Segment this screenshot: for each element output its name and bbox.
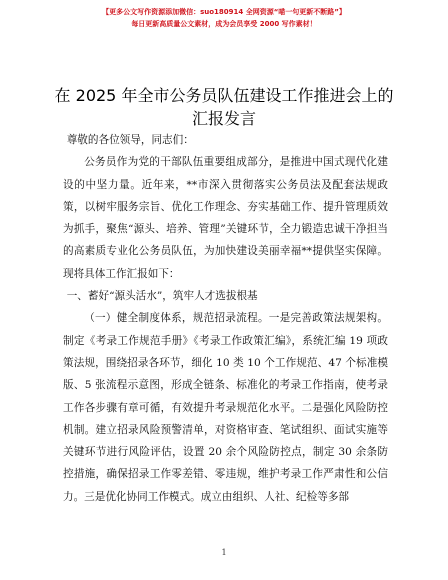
promo-banner-line-1: 【更多公文写作资源添加微信：suo180914 全网资源“喵一句更新不断路”】	[102, 8, 346, 16]
intro-paragraph: 公务员作为党的干部队伍重要组成部分，是推进中国式现代化建设的中坚力量。近年来，**市深入贯彻落实公务员法及配套法规政策，以树牢服务宗旨、优化工作理念、夯实基础工作、提升管理质效为抓手，聚焦“源头、培养、管理”关键环节，全力锻造忠诚干净担当的高素质专业化公务员队伍，为加快建设美丽幸福**提供坚实保障。现将具体工作汇报如下：	[63, 156, 388, 280]
promo-banner	[0, 6, 448, 30]
document-title-line-1: 在 2025 年全市公务员队伍建设工作推进会上的	[54, 86, 394, 105]
document-title	[40, 84, 408, 130]
salutation: 尊敬的各位领导，同志们：	[66, 134, 194, 146]
document-title-line-2: 汇报发言	[191, 109, 256, 128]
document-body	[63, 129, 388, 508]
page-number: 1	[221, 548, 227, 557]
section-heading: 一、蓄好“源头活水”，筑牢人才选拔根基	[66, 290, 258, 303]
section-paragraph: （一）健全制度体系，规范招录流程。一是完善政策法规架构。制定《考录工作规范手册》《考录工作政策汇编》，系统汇编 19 项政策法规，围绕招录各环节，细化 10 类 10 个工作规范、47 个标准模版、5 张流程示意图，形成全链条、标准化的考录工作指南，使考录工作各步骤有章可循，有效提升考录规范化水平。二是强化风险防控机制。建立招录风险预警清单，对资格审查、笔试组织、面试实施等关键环节进行风险评估，设置 20 余个风险防控点，制定 30 余条防控措施，确保招录工作零差错、零违规，维护考录工作严肃性和公信力。三是优化协同工作模式。成立由组织、人社、纪检等多部	[63, 312, 388, 503]
promo-banner-line-2: 每日更新高质量公文素材，成为会员享受 2000 写作素材！	[131, 20, 317, 28]
